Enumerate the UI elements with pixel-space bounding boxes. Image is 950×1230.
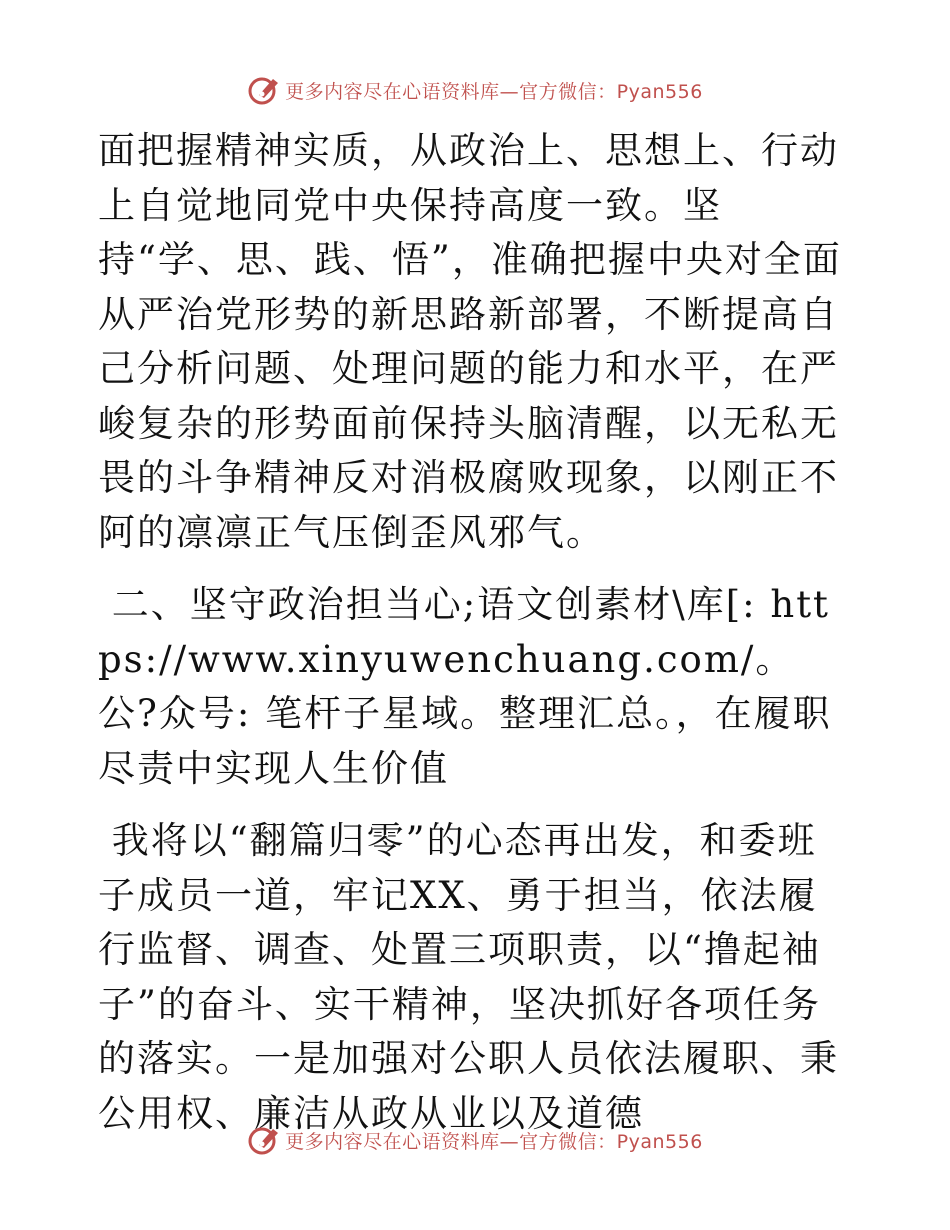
pen-nib-logo-icon bbox=[247, 1123, 281, 1157]
footer-banner-text: 更多内容尽在心语资料库—官方微信：Pyan556 bbox=[285, 1130, 703, 1153]
pen-nib-logo-icon bbox=[247, 73, 281, 107]
header-banner bbox=[0, 70, 950, 110]
header-banner-text: 更多内容尽在心语资料库—官方微信：Pyan556 bbox=[285, 80, 703, 103]
paragraph-3: 我将以“翻篇归零”的心态再出发，和委班子成员一道，牢记XX、勇于担当，依法履行监督、调查、处置三项职责，以“撸起袖子”的奋斗、实干精神，坚决抓好各项任务的落实。一是加强对公职人员依法履职、秉公用权、廉洁从政从业以及道德 bbox=[98, 819, 839, 1135]
paragraph-1: 面把握精神实质，从政治上、思想上、行动上自觉地同党中央保持高度一致。坚持“学、思、践、悟”，准确把握中央对全面从严治党形势的新思路新部署，不断提高自己分析问题、处理问题的能力和水平，在严峻复杂的形势面前保持头脑清醒，以无私无畏的斗争精神反对消极腐败现象，以刚正不阿的凛凛正气压倒歪风邪气。 bbox=[98, 129, 842, 554]
paragraph-2: 二、坚守政治担当心;语文创素材\库[: https://www.xinyuwenchuang.com/。公?众号: 笔杆子星域。整理汇总。，在履职尽责中实现人生价值 bbox=[98, 583, 832, 790]
document-body bbox=[98, 124, 850, 1141]
footer-banner bbox=[0, 1120, 950, 1160]
